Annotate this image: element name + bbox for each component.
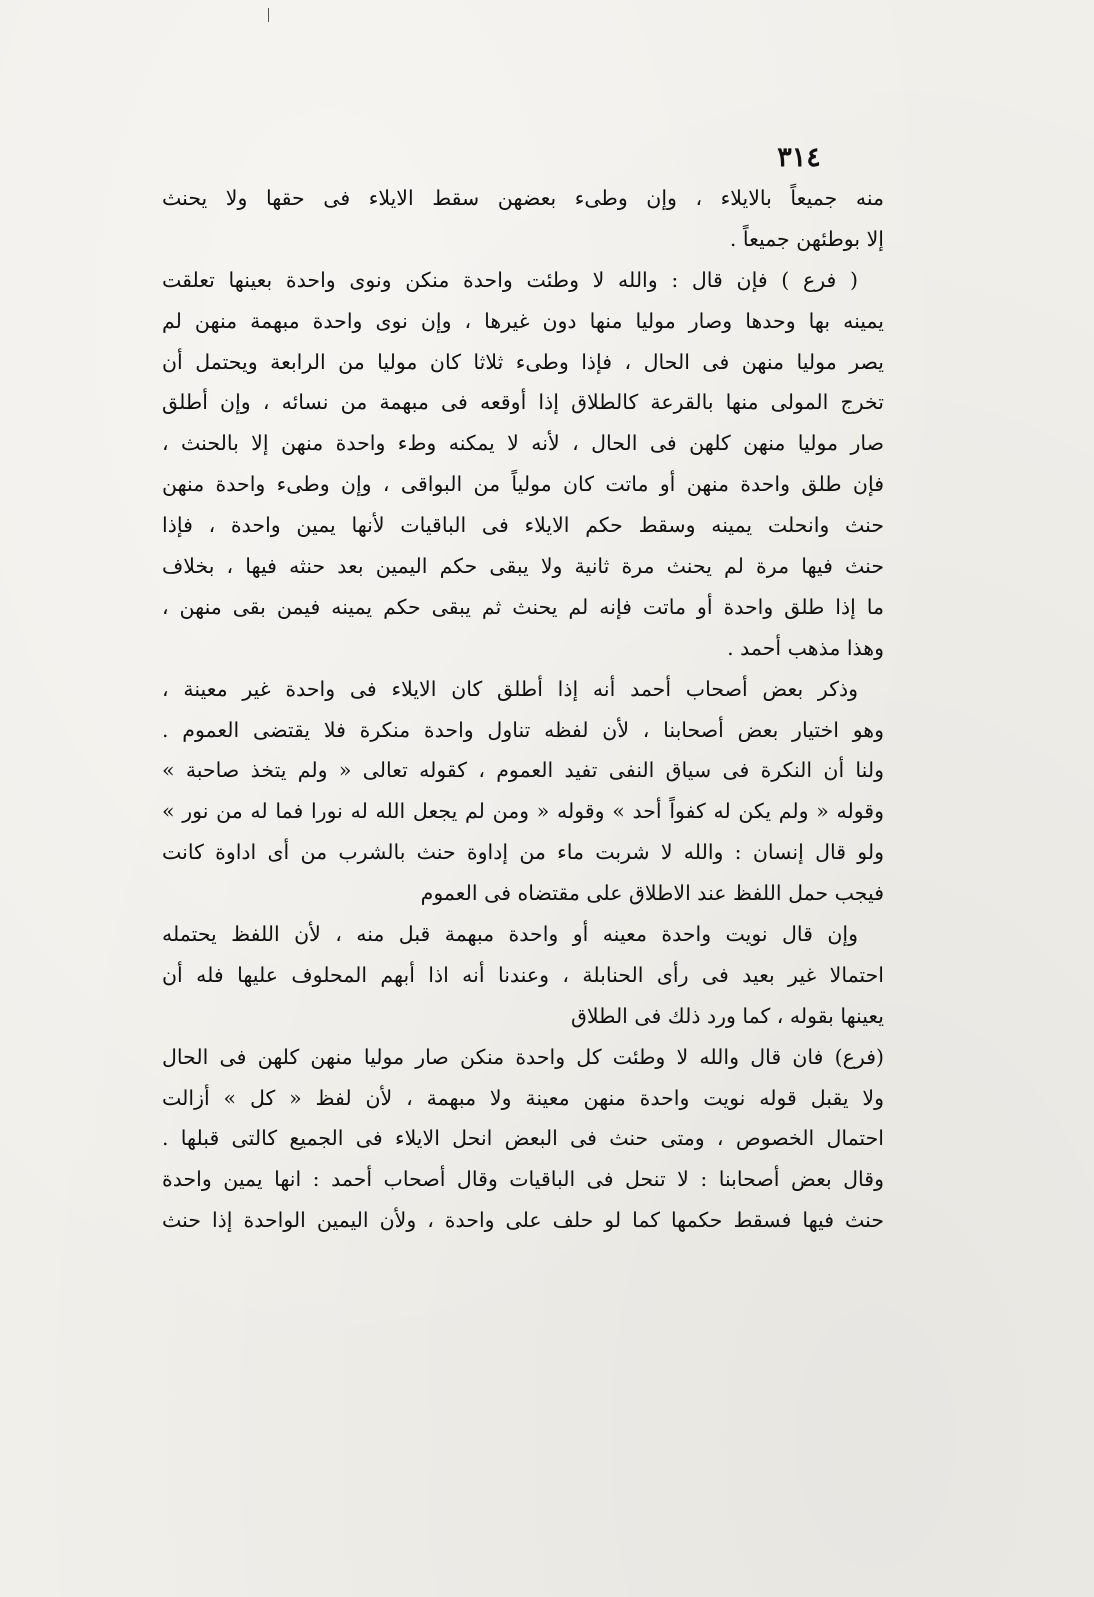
text-line: فيجب حمل اللفظ عند الاطلاق على مقتضاه فى العموم — [420, 881, 884, 906]
text-line: حنث وانحلت يمينه وسقط حكم الايلاء فى الباقيات لأنها يمين واحدة ، فإذا — [162, 513, 884, 538]
text-line: حنث فيها مرة لم يحنث مرة ثانية ولا يبقى حكم اليمين بعد حنثه فيها ، بخلاف — [162, 554, 884, 579]
text-line: منه جميعاً بالايلاء ، وإن وطىء بعضهن سقط الايلاء فى حقها ولا يحنث — [162, 186, 884, 210]
text-line: يمينه بها وحدها وصار موليا منها دون غيرها ، وإن نوى واحدة مبهمة منهن لم — [162, 308, 884, 333]
text-line: يعينها بقوله ، كما ورد ذلك فى الطلاق — [570, 1003, 884, 1028]
text-line: ( فرع ) فإن قال : والله لا وطئت واحدة منكن ونوى واحدة بعينها تعلقت — [162, 267, 858, 292]
text-line: وهذا مذهب أحمد . — [727, 635, 884, 660]
text-line: وقوله « ولم يكن له كفواً أحد » وقوله « ومن لم يجعل الله له نورا فما له من نور » — [162, 799, 884, 824]
page-number: ٣١٤ — [777, 142, 821, 173]
text-line: إلا بوطئهن جميعاً . — [729, 226, 884, 251]
text-line: وإن قال نويت واحدة معينه أو واحدة مبهمة قبل منه ، لأن اللفظ يحتمله — [162, 922, 858, 947]
text-line: ولا يقبل قوله نويت واحدة منهن معينة ولا مبهمة ، لأن لفظ « كل » أزالت — [162, 1085, 884, 1110]
text-line: ولنا أن النكرة فى سياق النفى تفيد العموم ، كقوله تعالى « ولم يتخذ صاحبة » — [162, 758, 884, 783]
text-line: ولو قال إنسان : والله لا شربت ماء من إداوة حنث بالشرب من أى اداوة كانت — [162, 840, 884, 865]
text-line: صار موليا منهن كلهن فى الحال ، لأنه لا يمكنه وطء واحدة منهن إلا بالحنث ، — [162, 431, 884, 456]
text-line: تخرج المولى منها بالقرعة كالطلاق إذا أوقعه فى مبهمة من نسائه ، وإن أطلق — [162, 390, 884, 415]
text-line: وقال بعض أصحابنا : لا تنحل فى الباقيات وقال أصحاب أحمد : انها يمين واحدة — [162, 1167, 884, 1192]
text-line: ما إذا طلق واحدة أو ماتت فإنه لم يحنث ثم يبقى حكم يمينه فيمن بقى منهن ، — [162, 594, 884, 619]
text-line: احتمالا غير بعيد فى رأى الحنابلة ، وعندنا أنه اذا أبهم المحلوف عليها فله أن — [162, 962, 884, 987]
text-line: حنث فيها فسقط حكمها كما لو حلف على واحدة ، ولأن اليمين الواحدة إذا حنث — [162, 1208, 884, 1233]
scan-artifact-mark — [268, 8, 269, 22]
text-line: وذكر بعض أصحاب أحمد أنه إذا أطلق كان الايلاء فى واحدة غير معينة ، — [162, 676, 858, 701]
body-text — [162, 178, 884, 1241]
text-line: فإن طلق واحدة منهن أو ماتت كان مولياً من البواقى ، وإن وطىء واحدة منهن — [162, 472, 884, 497]
text-line: يصر موليا منهن فى الحال ، فإذا وطىء ثلاثا كان موليا من الرابعة ويحتمل أن — [162, 349, 884, 374]
text-line: (فرع) فان قال والله لا وطئت كل واحدة منكن صار موليا منهن كلهن فى الحال — [162, 1044, 884, 1069]
text-line: احتمال الخصوص ، ومتى حنث فى البعض انحل الايلاء فى الجميع كالتى قبلها . — [162, 1126, 884, 1151]
text-line: وهو اختيار بعض أصحابنا ، لأن لفظه تناول واحدة منكرة فلا يقتضى العموم . — [162, 717, 884, 742]
